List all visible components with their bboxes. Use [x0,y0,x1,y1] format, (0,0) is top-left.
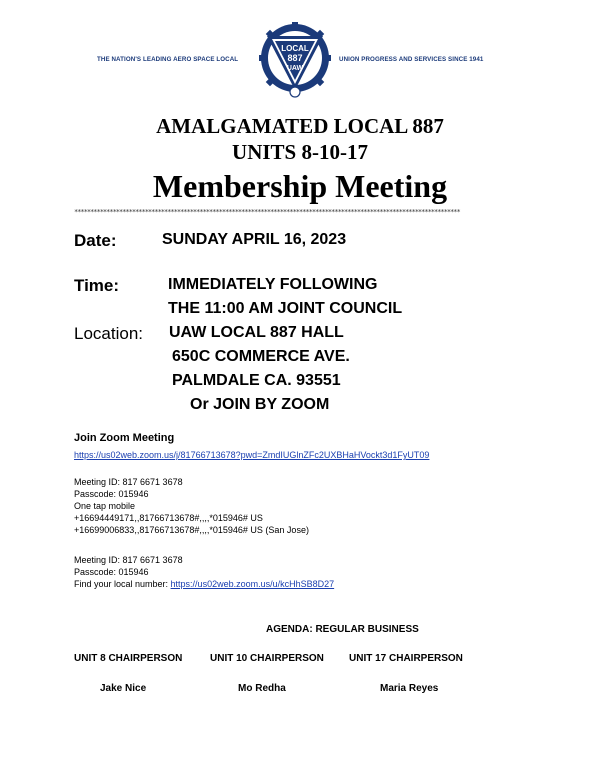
title-meeting: Membership Meeting [152,168,448,204]
find-local-link[interactable]: https://us02web.zoom.us/u/kcHhSB8D27 [170,579,335,589]
location-line-4: Or JOIN BY ZOOM [190,396,330,413]
one-tap-number-1[interactable]: +16694449171,,81766713678#,,,,*015946# US [74,513,263,523]
header-banner [95,22,505,100]
date-label: Date: [74,231,117,250]
title-units: UNITS 8-10-17 [232,140,368,164]
passcode: Passcode: 015946 [74,489,149,499]
tagline-left: THE NATION'S LEADING AERO SPACE LOCAL [97,56,239,63]
agenda: AGENDA: REGULAR BUSINESS [266,624,419,635]
time-line-1: IMMEDIATELY FOLLOWING [168,276,378,293]
one-tap-number-2[interactable]: +16699006833,,81766713678#,,,,*015946# US (San Jose) [74,525,309,535]
passcode-2: Passcode: 015946 [74,567,149,577]
unit-10-chair-name: Mo Redha [238,683,286,694]
tagline-right: UNION PROGRESS AND SERVICES SINCE 1941 [339,56,484,63]
title-union-name: AMALGAMATED LOCAL 887 [156,114,444,138]
location-label: Location: [74,324,143,343]
meeting-id: Meeting ID: 817 6671 3678 [74,477,183,487]
unit-17-chair-name: Maria Reyes [380,683,439,694]
location-line-3: PALMDALE CA. 93551 [172,372,341,389]
date-value: SUNDAY APRIL 16, 2023 [162,231,347,248]
uaw-logo-icon [253,22,337,100]
location-line-1: UAW LOCAL 887 HALL [169,324,344,341]
one-tap-label: One tap mobile [74,501,136,511]
location-line-2: 650C COMMERCE AVE. [172,348,350,365]
zoom-link[interactable] [74,449,429,461]
zoom-url[interactable]: https://us02web.zoom.us/j/81766713678?pwd=ZmdIUGlnZFc2UXBHaHVockt3d1FyUT09 [74,450,430,460]
zoom-heading: Join Zoom Meeting [74,432,175,444]
time-label: Time: [74,276,120,295]
find-local-number [74,578,334,590]
unit-8-chair-title: UNIT 8 CHAIRPERSON [74,653,183,664]
asterisk-divider: ************************************************************************************************************************ [74,208,460,216]
unit-8-chair-name: Jake Nice [100,683,147,694]
unit-17-chair-title: UNIT 17 CHAIRPERSON [349,653,463,664]
find-local-label: Find your local number: [74,579,171,589]
time-line-2: THE 11:00 AM JOINT COUNCIL [168,300,403,317]
unit-10-chair-title: UNIT 10 CHAIRPERSON [210,653,324,664]
meeting-id-2: Meeting ID: 817 6671 3678 [74,555,183,565]
logo-text-number: 887 [287,53,303,63]
logo-text-uaw: UAW [286,65,304,72]
logo-text-local: LOCAL [281,44,309,53]
